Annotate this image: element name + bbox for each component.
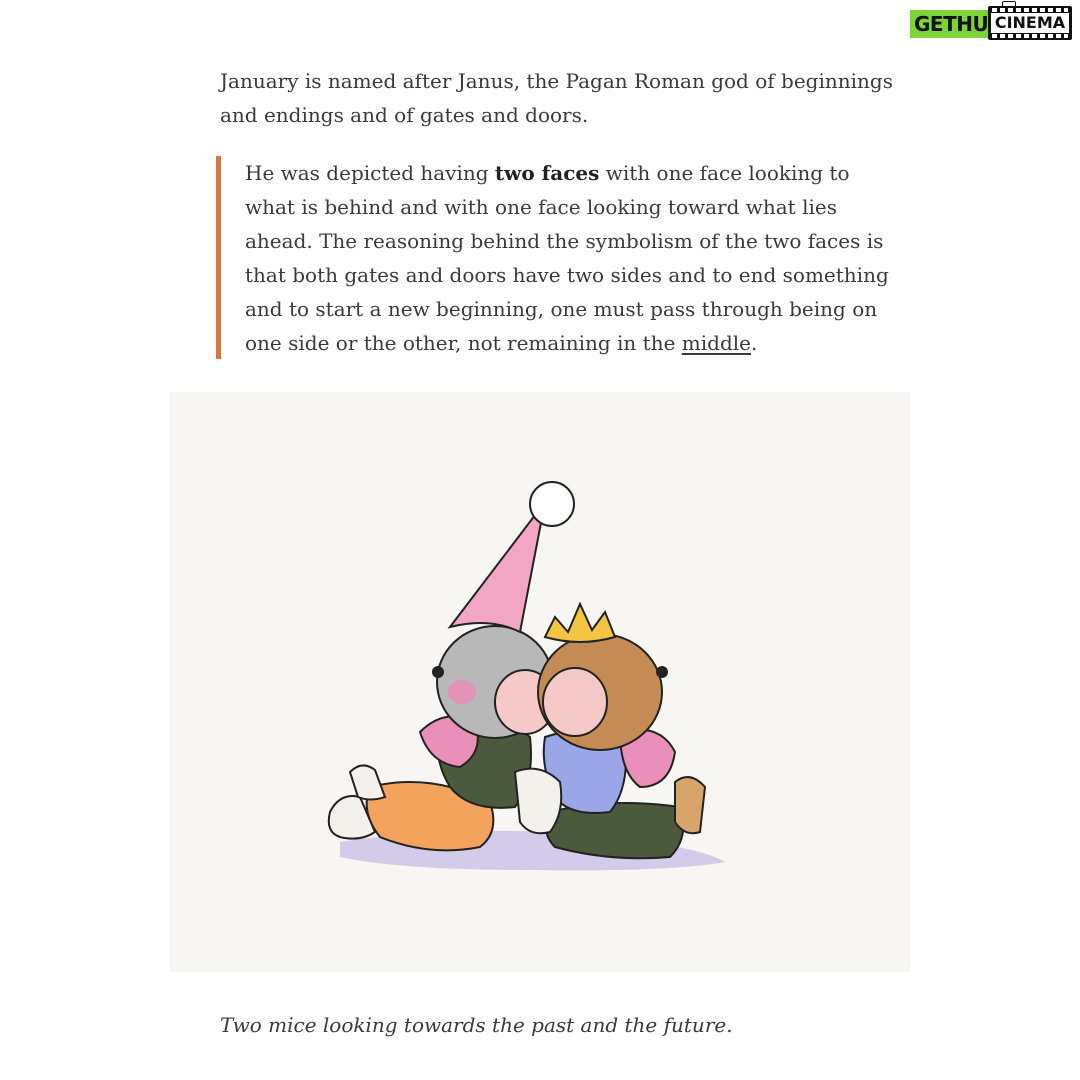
blockquote-text: He was depicted having two faces with one face looking to what is behind and with one face looking toward what lies ahead. The reasoning behind the symbolism of the two faces is that both gates and doors have two sides and to end something and to start a new beginning, one must pass through being on one side or the other, not remaining in the middle.: [245, 161, 889, 355]
intro-paragraph: January is named after Janus, the Pagan Roman god of beginnings and endings and of gates and doors.: [220, 69, 893, 127]
emphasis-two-faces: two faces: [494, 161, 600, 185]
mice-drawing: [170, 392, 910, 972]
middle-link[interactable]: middle: [681, 331, 751, 355]
film-strip-icon: [988, 6, 1072, 40]
illustration-two-mice: [170, 392, 910, 972]
blockquote: [216, 156, 906, 359]
figure-caption: Two mice looking towards the past and the future.: [220, 1013, 733, 1037]
watermark-left-text: GETHU: [910, 10, 992, 38]
watermark-logo: [910, 4, 1076, 44]
watermark-right-text: CINEMA: [991, 13, 1069, 33]
